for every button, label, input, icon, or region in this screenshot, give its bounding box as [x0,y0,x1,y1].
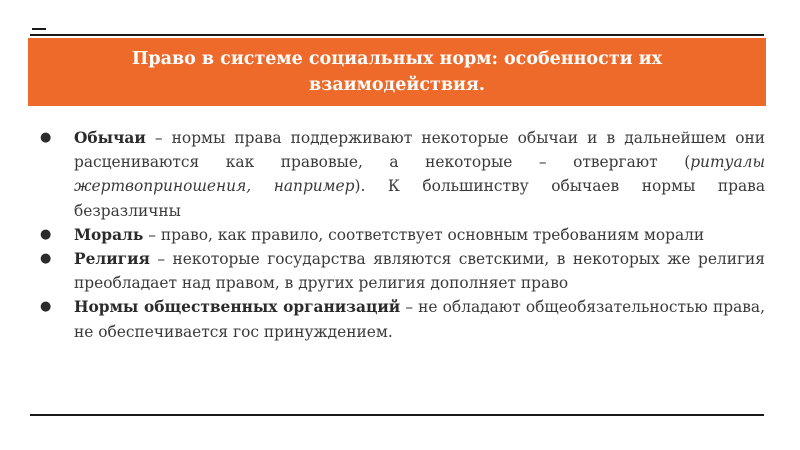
item-text: – право, как правило, соответствует основным требованиям морали [143,225,705,244]
bullet-icon: ● [40,226,52,242]
list-item-customs [40,126,765,223]
item-italic-text: ритуалы жертвоприношения, например [74,153,765,196]
list-item-public-org-norms [40,295,765,343]
item-term: Религия [74,250,150,269]
bullet-icon: ● [40,130,52,145]
title-banner [28,38,766,106]
bullet-list [40,126,765,344]
item-term: Мораль [74,225,144,244]
item-text-end: ). К большинству обычаев нормы права безразличны [74,177,765,220]
item-term: Нормы общественных организаций [74,298,401,317]
bullet-icon: ● [40,251,52,267]
content-area [40,126,765,344]
list-item-religion [40,247,765,295]
item-term: Обычаи [74,129,146,147]
item-text: – нормы права поддерживают некоторые обычаи и в дальнейшем они расцениваются как правовые, а некоторые – отвергают ( [74,129,765,172]
list-item-morality [40,223,765,247]
top-left-mark [32,28,46,30]
bullet-icon: ● [40,299,52,315]
bottom-rule [30,414,764,416]
item-text: – не обладают общеобязательностью права, не обеспечивается гос принуждением. [74,298,765,341]
top-rule [30,34,764,36]
item-text: – некоторые государства являются светскими, в некоторых же религия преобладает над правом, в других религия дополняет право [74,250,765,293]
slide-title: Право в системе социальных норм: особенности их взаимодействия. [131,49,663,95]
